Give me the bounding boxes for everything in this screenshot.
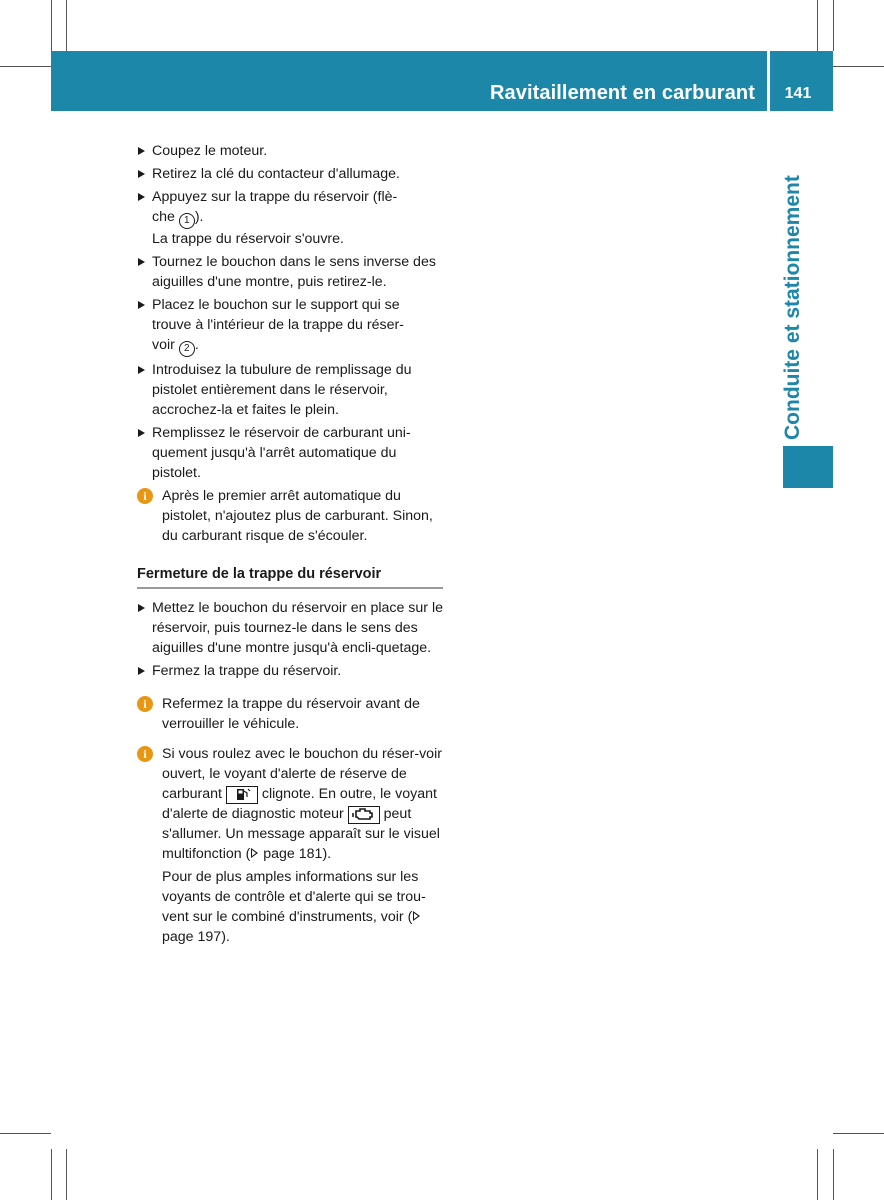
crop-mark xyxy=(833,66,884,67)
note-text-part: Si vous roulez avec le bouchon du réser-voir ouvert, le voyant d'alerte de réserve de carburant xyxy=(162,746,442,802)
crop-mark xyxy=(817,0,818,51)
info-note xyxy=(137,486,443,546)
step-text: Remplissez le réservoir de carburant uni-quement jusqu'à l'arrêt automatique du pistolet. xyxy=(152,425,411,481)
step-item xyxy=(137,295,443,357)
note-text: Après le premier arrêt automatique du pistolet, n'ajoutez plus de carburant. Sinon, du carburant risque de s'écouler. xyxy=(162,488,433,544)
step-text: Introduisez la tubulure de remplissage du pistolet entièrement dans le réservoir, accrochez-la et faites le plein. xyxy=(152,362,412,418)
step-text: . xyxy=(194,337,199,353)
step-text: Mettez le bouchon du réservoir en place sur le réservoir, puis tournez-le dans le sens des aiguilles d'une montre jusqu'à encli-quetage. xyxy=(152,600,444,656)
fuel-reserve-icon xyxy=(226,786,258,804)
crop-mark xyxy=(833,1149,834,1200)
chapter-tab-marker xyxy=(783,446,833,488)
step-result: La trappe du réservoir s'ouvre. xyxy=(152,231,344,247)
bullet-arrow-icon xyxy=(138,170,145,178)
step-item xyxy=(137,661,443,681)
page-reference[interactable]: page 197 xyxy=(162,929,222,945)
step-text: Retirez la clé du contacteur d'allumage. xyxy=(152,166,400,182)
crop-mark xyxy=(66,1149,67,1200)
note-text xyxy=(152,744,443,947)
info-note xyxy=(137,694,443,734)
bullet-arrow-icon xyxy=(138,604,145,612)
note-text: Refermez la trappe du réservoir avant de verrouiller le véhicule. xyxy=(162,696,420,732)
note-text-part: ). xyxy=(221,929,230,945)
page-header-title: Ravitaillement en carburant xyxy=(489,82,755,104)
info-icon: i xyxy=(137,696,153,712)
step-text: ). xyxy=(194,209,204,225)
page-reference-arrow-icon xyxy=(250,848,259,858)
crop-mark xyxy=(833,1133,884,1134)
crop-mark xyxy=(0,1133,51,1134)
page-reference-arrow-icon xyxy=(412,911,421,921)
bullet-arrow-icon xyxy=(138,258,145,266)
note-text-part: peut s'allumer. Un message apparaît sur le visuel multifonction ( xyxy=(162,806,440,862)
crop-mark xyxy=(66,0,67,51)
note-text-part: Pour de plus amples informations sur les voyants de contrôle et d'alerte qui se trou-vent sur le combiné d'instruments, voir ( xyxy=(162,869,426,925)
step-text: Appuyez sur la trappe du réservoir (flè- xyxy=(152,189,398,205)
step-item xyxy=(137,164,443,184)
step-text: Fermez la trappe du réservoir. xyxy=(152,663,342,679)
info-note xyxy=(137,744,443,947)
bullet-arrow-icon xyxy=(138,147,145,155)
bullet-arrow-icon xyxy=(138,429,145,437)
bullet-arrow-icon xyxy=(138,301,145,309)
step-item xyxy=(137,141,443,161)
engine-diagnostic-icon xyxy=(348,806,380,824)
step-item xyxy=(137,598,443,658)
info-icon: i xyxy=(137,746,153,762)
note-text-part: ). xyxy=(322,846,332,862)
crop-mark xyxy=(0,66,51,67)
info-icon: i xyxy=(137,488,153,504)
page-reference[interactable]: page 181 xyxy=(263,846,323,862)
step-text: Coupez le moteur. xyxy=(152,143,268,159)
step-text: Placez le bouchon sur le support qui se trouve à l'intérieur de la trappe du réser- xyxy=(152,297,404,333)
step-item xyxy=(137,187,443,249)
section-heading: Fermeture de la trappe du réservoir xyxy=(137,564,443,589)
step-item xyxy=(137,360,443,420)
step-item xyxy=(137,252,443,292)
crop-mark xyxy=(833,0,834,51)
note-text-part: clignote. En outre, le voyant d'alerte de diagnostic moteur xyxy=(162,786,437,822)
step-text: voir xyxy=(152,337,179,353)
content-column xyxy=(137,141,443,947)
page-number: 141 xyxy=(784,85,812,102)
step-item xyxy=(137,423,443,483)
crop-mark xyxy=(51,1149,52,1200)
crop-mark xyxy=(817,1149,818,1200)
bullet-arrow-icon xyxy=(138,193,145,201)
bullet-arrow-icon xyxy=(138,667,145,675)
crop-mark xyxy=(51,0,52,51)
callout-number: 2 xyxy=(179,341,195,357)
step-text: Tournez le bouchon dans le sens inverse des aiguilles d'une montre, puis retirez-le. xyxy=(152,254,436,290)
bullet-arrow-icon xyxy=(138,366,145,374)
chapter-side-tab: Conduite et stationnement xyxy=(781,175,804,440)
callout-number: 1 xyxy=(179,213,195,229)
step-text: che xyxy=(152,209,179,225)
